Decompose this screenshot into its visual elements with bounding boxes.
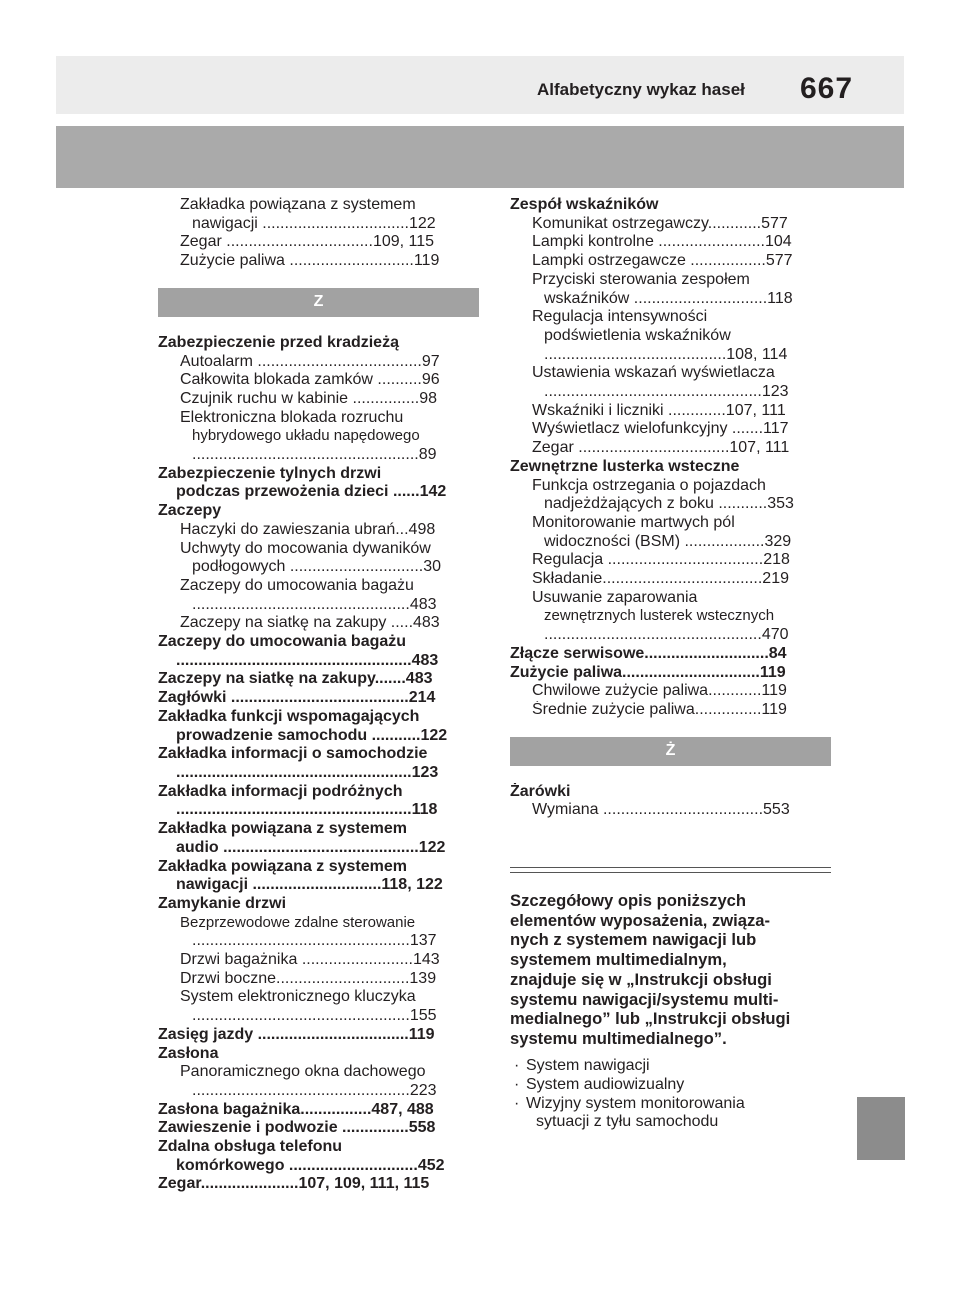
bullet-marker: · bbox=[514, 1075, 520, 1093]
decorative-band bbox=[56, 126, 904, 188]
bullet-item bbox=[514, 1057, 835, 1076]
index-entry: nawigacji .............................118, 122 bbox=[176, 876, 443, 894]
index-subentry: .................................................155 bbox=[192, 1007, 437, 1025]
index-subentry: Uchwyty do mocowania dywaników bbox=[180, 539, 431, 557]
index-subentry: .................................................483 bbox=[192, 595, 437, 613]
index-entry: komórkowego .............................452 bbox=[176, 1156, 445, 1174]
index-subentry: Chwilowe zużycie paliwa............119 bbox=[532, 682, 787, 700]
bullet-item bbox=[514, 1076, 835, 1095]
index-subentry: Wyświetlacz wielofunkcyjny .......117 bbox=[532, 420, 789, 438]
index-subentry: zewnętrznych lusterek wstecznych bbox=[544, 607, 775, 625]
index-entry: .....................................................123 bbox=[176, 763, 439, 781]
index-subentry: Lampki kontrolne ........................104 bbox=[532, 233, 792, 251]
letter-heading: Z bbox=[158, 288, 479, 317]
bullet-item bbox=[514, 1095, 835, 1114]
note-line: systemem multimedialnym, bbox=[510, 950, 727, 970]
index-entry: Zasłona bagażnika................487, 488 bbox=[158, 1100, 434, 1118]
bullet-text: sytuacji z tyłu samochodu bbox=[536, 1113, 719, 1131]
index-subentry: .........................................108, 114 bbox=[544, 345, 788, 363]
index-subentry: podłogowych ..............................30 bbox=[192, 558, 441, 576]
index-subentry: Zegar .................................109, 115 bbox=[180, 233, 435, 251]
letter-heading: Ż bbox=[510, 737, 831, 766]
index-entry: Zasłona bbox=[158, 1044, 219, 1062]
index-subentry: widoczności (BSM) ..................329 bbox=[544, 532, 792, 550]
index-subentry: podświetlenia wskaźników bbox=[544, 326, 731, 344]
index-entry: Zegar......................107, 109, 111, 115 bbox=[158, 1175, 430, 1193]
bullet-marker: · bbox=[514, 1094, 520, 1112]
index-entry: Zespół wskaźników bbox=[510, 196, 659, 213]
index-subentry: Przyciski sterowania zespołem bbox=[532, 270, 750, 288]
note-box bbox=[510, 891, 835, 1049]
index-entry: Zakładka informacji podróżnych bbox=[158, 782, 403, 800]
index-subentry: Zegar ..................................107, 111 bbox=[532, 439, 790, 457]
header-band bbox=[56, 56, 904, 114]
index-subentry: Funkcja ostrzegania o pojazdach bbox=[532, 476, 766, 494]
bullet-item bbox=[514, 1113, 835, 1132]
index-subentry: Drzwi boczne..............................139 bbox=[180, 969, 437, 987]
section-tab bbox=[857, 1097, 905, 1160]
index-entry: audio ............................................122 bbox=[176, 838, 446, 856]
index-column-right bbox=[510, 196, 831, 820]
index-entry: Zakładka powiązana z systemem bbox=[158, 857, 407, 875]
index-entry: Zabezpieczenie przed kradzieżą bbox=[158, 333, 399, 351]
note-line: nych z systemem nawigacji lub bbox=[510, 930, 757, 950]
index-subentry: ...................................................89 bbox=[192, 446, 437, 464]
bullet-text: System nawigacji bbox=[526, 1057, 650, 1074]
index-subentry: Komunikat ostrzegawczy............577 bbox=[532, 214, 788, 232]
index-entry: Zasięg jazdy ..................................119 bbox=[158, 1025, 435, 1043]
index-subentry: hybrydowego układu napędowego bbox=[192, 427, 420, 445]
index-entry: Zewnętrzne lusterka wsteczne bbox=[510, 457, 740, 475]
index-subentry: Zużycie paliwa ............................119 bbox=[180, 252, 440, 270]
index-subentry: Panoramicznego okna dachowego bbox=[180, 1063, 426, 1081]
index-entry: .....................................................118 bbox=[176, 801, 438, 819]
note-line: medialnego” lub „Instrukcji obsługi bbox=[510, 1009, 791, 1029]
divider-rule-top bbox=[510, 867, 831, 868]
index-entry: .....................................................483 bbox=[176, 651, 439, 669]
note-line: systemu multimedialnego”. bbox=[510, 1028, 727, 1048]
index-entry: Zakładka powiązana z systemem bbox=[158, 820, 407, 838]
index-entry: Zdalna obsługa telefonu bbox=[158, 1138, 343, 1156]
index-subentry: Czujnik ruchu w kabinie ...............98 bbox=[180, 389, 437, 407]
index-subentry: Elektroniczna blokada rozruchu bbox=[180, 408, 404, 426]
index-subentry: Zaczepy na siatkę na zakupy .....483 bbox=[180, 614, 440, 632]
index-entry: Żarówki bbox=[510, 782, 571, 800]
index-subentry: Ustawienia wskazań wyświetlacza bbox=[532, 364, 775, 382]
bullet-list bbox=[514, 1057, 835, 1132]
spacer bbox=[158, 317, 479, 334]
bullet-text: Wizyjny system monitorowania bbox=[526, 1094, 745, 1112]
index-subentry: nawigacji .................................122 bbox=[192, 214, 436, 232]
index-entry: Zabezpieczenie tylnych drzwi bbox=[158, 464, 382, 482]
note-line: znajduje się w „Instrukcji obsługi bbox=[510, 969, 772, 989]
bullet-text: System audiowizualny bbox=[526, 1075, 685, 1093]
header-title: Alfabetyczny wykaz haseł bbox=[537, 80, 745, 99]
index-subentry: Usuwanie zaparowania bbox=[532, 588, 698, 606]
index-entry: Zakładka informacji o samochodzie bbox=[158, 745, 428, 763]
divider-rule-bottom bbox=[510, 872, 831, 873]
index-entry: prowadzenie samochodu ...........122 bbox=[176, 726, 448, 744]
index-column-left bbox=[158, 196, 479, 1194]
page-number: 667 bbox=[800, 72, 854, 105]
index-entry: Zaczepy do umocowania bagażu bbox=[158, 633, 407, 651]
index-subentry: Zakładka powiązana z systemem bbox=[180, 196, 416, 213]
index-subentry: Całkowita blokada zamków ..........96 bbox=[180, 371, 440, 389]
index-subentry: Wymiana ....................................553 bbox=[532, 801, 790, 819]
spacer bbox=[510, 720, 831, 737]
index-entry: Zużycie paliwa...............................119 bbox=[510, 663, 786, 681]
index-entry: Zaczepy bbox=[158, 502, 222, 520]
index-subentry: Zaczepy do umocowania bagażu bbox=[180, 576, 414, 594]
index-subentry: Lampki ostrzegawcze .................577 bbox=[532, 252, 793, 270]
index-subentry: System elektronicznego kluczyka bbox=[180, 988, 416, 1006]
index-subentry: .................................................123 bbox=[544, 383, 789, 401]
index-subentry: .................................................137 bbox=[192, 932, 437, 950]
index-subentry: Autoalarm .....................................97 bbox=[180, 352, 440, 370]
index-entry: Zawieszenie i podwozie ...............558 bbox=[158, 1119, 436, 1137]
index-subentry: Haczyki do zawieszania ubrań...498 bbox=[180, 520, 436, 538]
index-subentry: nadjeżdżających z boku ...........353 bbox=[544, 495, 794, 513]
index-entry: podczas przewożenia dzieci ......142 bbox=[176, 483, 447, 501]
spacer bbox=[158, 271, 479, 288]
index-subentry: .................................................223 bbox=[192, 1081, 437, 1099]
note-line: systemu nawigacji/systemu multi- bbox=[510, 989, 779, 1009]
index-subentry: Bezprzewodowe zdalne sterowanie bbox=[180, 913, 416, 931]
index-subentry: .................................................470 bbox=[544, 626, 789, 644]
index-subentry: Regulacja intensywności bbox=[532, 308, 708, 326]
index-subentry: Składanie....................................219 bbox=[532, 570, 789, 588]
index-subentry: Monitorowanie martwych pól bbox=[532, 513, 735, 531]
note-line: elementów wyposażenia, związa- bbox=[510, 910, 771, 930]
spacer bbox=[510, 766, 831, 783]
index-subentry: Wskaźniki i liczniki .............107, 111 bbox=[532, 401, 786, 419]
index-subentry: Drzwi bagażnika .........................143 bbox=[180, 951, 440, 969]
index-entry: Złącze serwisowe............................84 bbox=[510, 644, 787, 662]
index-entry: Zaczepy na siatkę na zakupy.......483 bbox=[158, 670, 433, 688]
index-entry: Zakładka funkcji wspomagających bbox=[158, 707, 420, 725]
index-entry: Zamykanie drzwi bbox=[158, 894, 287, 912]
index-subentry: Regulacja ...................................218 bbox=[532, 551, 790, 569]
index-subentry: Średnie zużycie paliwa...............119 bbox=[532, 700, 787, 718]
index-entry: Zagłówki ........................................214 bbox=[158, 689, 436, 707]
index-subentry: wskaźników ..............................118 bbox=[544, 289, 793, 307]
bullet-marker: · bbox=[514, 1057, 520, 1074]
note-line: Szczegółowy opis poniższych bbox=[510, 891, 747, 910]
